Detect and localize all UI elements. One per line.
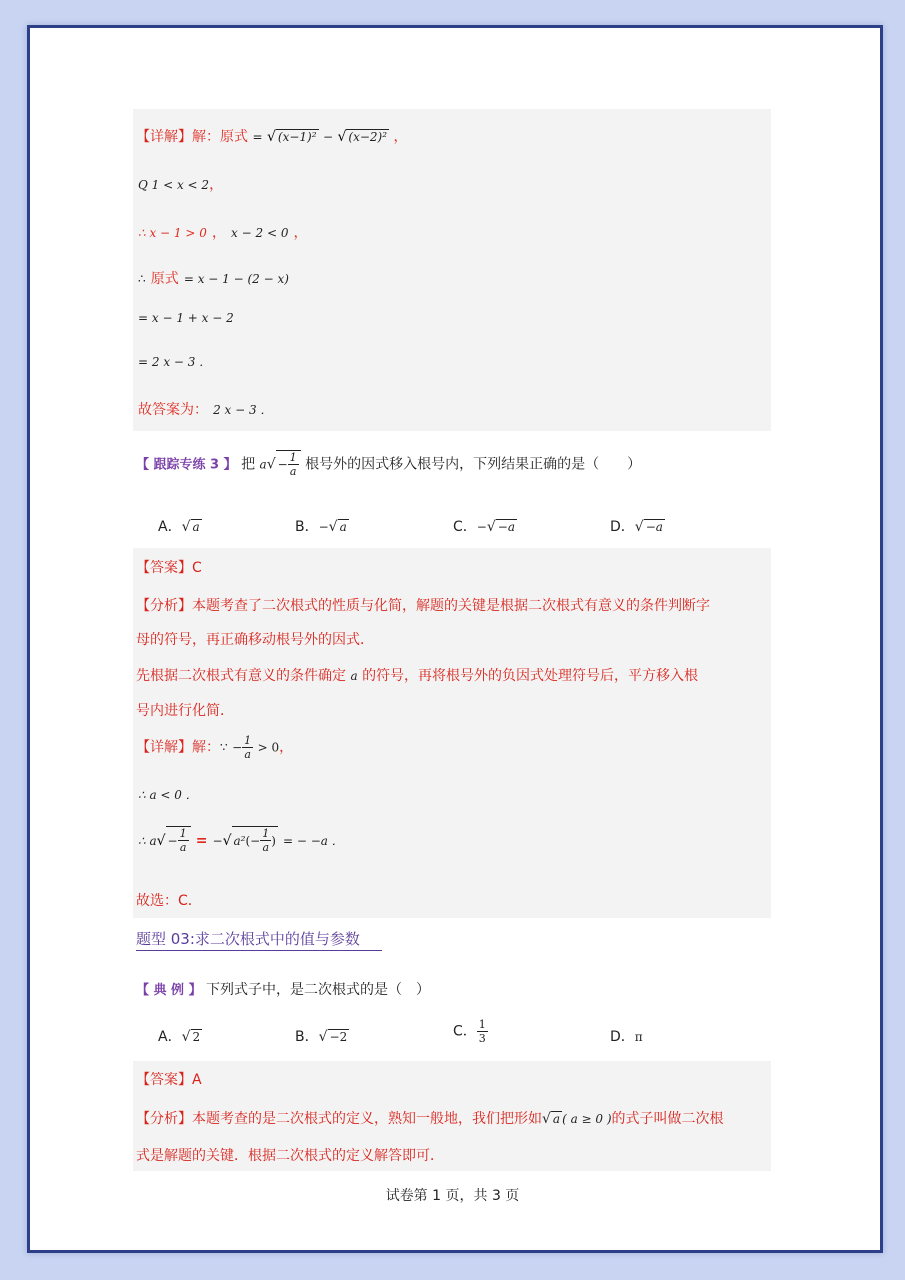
frac-den: a <box>289 465 297 478</box>
equals-sign: = <box>195 833 208 849</box>
sqrt-a: a <box>552 1112 561 1126</box>
fraction-1-over-a <box>242 734 253 761</box>
example-question <box>136 979 430 999</box>
option-expr: a <box>192 520 200 534</box>
example-tag: 【 典 例 】 <box>136 983 202 998</box>
exercise-option-a[interactable]: A．√ a <box>158 519 200 535</box>
origin-expr-label: 解：原式 <box>192 129 248 145</box>
analysis-line-2: 母的符号，再正确移动根号外的因式． <box>136 632 374 648</box>
frac-num: 1 <box>262 827 270 840</box>
answer-line: 【答案】C <box>136 560 202 576</box>
section-title-underline <box>136 950 382 951</box>
condition: ( a ≥ 0 ) <box>562 1112 612 1126</box>
choose-line: 故选：C． <box>136 893 202 909</box>
exercise-tag: 【 跟踪专练 3 】 <box>136 457 237 473</box>
frac-den: a <box>244 748 251 761</box>
result-expr: = − −a ． <box>283 834 344 848</box>
exercise-option-d[interactable]: D．√ −a <box>610 519 663 535</box>
detail-line-6: = 2 x − 3 ． <box>138 355 212 369</box>
option-expr: π <box>634 1030 643 1044</box>
var-a: a <box>350 669 358 683</box>
detail-line-1: 【详解】解：原式 = √ (x−1)² − √ (x−2)² ， <box>136 129 408 145</box>
ineq: > 0 <box>257 740 280 755</box>
option-label: D． <box>610 519 635 535</box>
detail-label: 【详解】 <box>136 129 192 145</box>
analysis-line-4: 号内进行化简． <box>136 703 234 719</box>
answer-line-2: 【答案】A <box>136 1072 202 1088</box>
comma: ， <box>211 225 226 241</box>
analysis2-line-2: 式是解题的关键．根据二次根式的定义解答即可． <box>136 1148 444 1164</box>
answer-label: 故答案为： <box>138 402 208 418</box>
section-title: 题型 03:求二次根式中的值与参数 <box>136 930 360 948</box>
option-label: C． <box>453 519 477 535</box>
frac-den: a <box>262 841 269 854</box>
exercise-text: 根号外的因式移入根号内，下列结果正确的是（ ） <box>305 456 642 473</box>
frac-num: 1 <box>478 1018 486 1031</box>
option-label: B． <box>295 1029 319 1045</box>
option-expr: 2 <box>192 1030 201 1044</box>
example-option-b[interactable]: B．√ −2 <box>295 1029 348 1045</box>
option-expr: a <box>339 520 347 534</box>
option-label: A． <box>158 519 182 535</box>
detail-line-2 <box>138 174 223 194</box>
detail2-line-1: 【详解】解：∵ − $\frac{1}{a}$ > 0， <box>136 734 294 761</box>
exercise-option-c[interactable]: C．−√ −a <box>453 519 515 535</box>
analysis-text: 先根据二次根式有意义的条件确定 <box>136 668 346 684</box>
therefore-symbol: ∴ <box>138 272 146 286</box>
analysis-line-3 <box>136 665 698 685</box>
comma: ， <box>393 129 408 145</box>
detail-line-7 <box>138 399 272 419</box>
fraction-1-over-3 <box>477 1018 488 1045</box>
option-label: B． <box>295 519 319 535</box>
a-squared: a² <box>233 834 246 848</box>
frac-num: 1 <box>179 827 187 840</box>
analysis2-line-1: 【分析】本题考查的是二次根式的定义，熟知一般地，我们把形如√ a ( a ≥ 0 )的式子叫做二次根 <box>136 1111 724 1127</box>
analysis-text: 的式子叫做二次根 <box>611 1111 724 1127</box>
detail2-line-3: ∴ a√ − $\frac{1}{a}$ = −√ a²(− $\frac{1}{a}$ ) = − −a ． <box>138 827 344 854</box>
exercise-option-b[interactable]: B．−√ a <box>295 519 347 535</box>
analysis-text: 的符号，再将根号外的负因式处理符号后，平方移入根 <box>362 668 699 684</box>
analysis-line-1: 【分析】本题考查了二次根式的性质与化简，解题的关键是根据二次根式有意义的条件判断字 <box>136 598 710 614</box>
option-label: C． <box>453 1023 477 1040</box>
option-label: D． <box>610 1029 635 1045</box>
comma: ， <box>209 177 224 193</box>
detail-line-5: = x − 1 + x − 2 <box>138 311 234 325</box>
detail-line-4 <box>138 268 289 288</box>
minus-sign: − <box>277 457 288 472</box>
page-footer: 试卷第 1 页，共 3 页 <box>385 1188 520 1204</box>
exercise-question: 【 跟踪专练 3 】 把 a√ − $\frac{1}{a}$ 根号外的因式移入根号内，下列结果正确的是（ ） <box>136 451 642 478</box>
fraction-1-over-a <box>178 827 189 854</box>
option-expr: −a <box>497 520 515 534</box>
detail-label: 【详解】解： <box>136 739 220 756</box>
var-a: a <box>259 457 267 472</box>
frac-num: 1 <box>289 451 297 464</box>
example-text: 下列式子中，是二次根式的是（ ） <box>206 982 431 998</box>
fraction-1-over-a <box>288 451 299 478</box>
because-symbol: ∵ <box>220 740 228 755</box>
option-expr: −a <box>645 520 663 534</box>
analysis-text: 【分析】本题考查的是二次根式的定义，熟知一般地，我们把形如 <box>136 1111 542 1127</box>
verb: 把 <box>241 456 256 473</box>
comma: ， <box>293 225 308 241</box>
frac-num: 1 <box>244 734 252 747</box>
frac-den: a <box>179 841 187 854</box>
detail-line-3 <box>138 222 308 242</box>
expr-step-1: = x − 1 − (2 − x) <box>183 272 289 286</box>
condition-expr: Q 1 < x < 2 <box>138 178 210 192</box>
origin-expr-label: 原式 <box>150 271 179 287</box>
sqrt-term-1: (x−1)² <box>277 130 317 144</box>
expr: ∴ a <box>138 834 157 848</box>
example-option-c[interactable] <box>453 1018 488 1045</box>
example-option-a[interactable]: A．√ 2 <box>158 1029 201 1045</box>
ineq-1: ∴ x − 1 > 0 <box>138 226 207 240</box>
fraction-1-over-a <box>260 827 271 854</box>
ineq-2: x − 2 < 0 <box>231 226 289 240</box>
detail2-line-2: ∴ a < 0 ． <box>138 788 198 802</box>
comma: ， <box>279 739 294 756</box>
option-expr: −2 <box>329 1030 348 1044</box>
frac-den: 3 <box>478 1032 486 1045</box>
answer-expr: 2 x − 3 ． <box>213 403 273 417</box>
sqrt-term-2: (x−2)² <box>348 130 388 144</box>
option-label: A． <box>158 1029 182 1045</box>
example-option-d[interactable] <box>610 1026 643 1046</box>
